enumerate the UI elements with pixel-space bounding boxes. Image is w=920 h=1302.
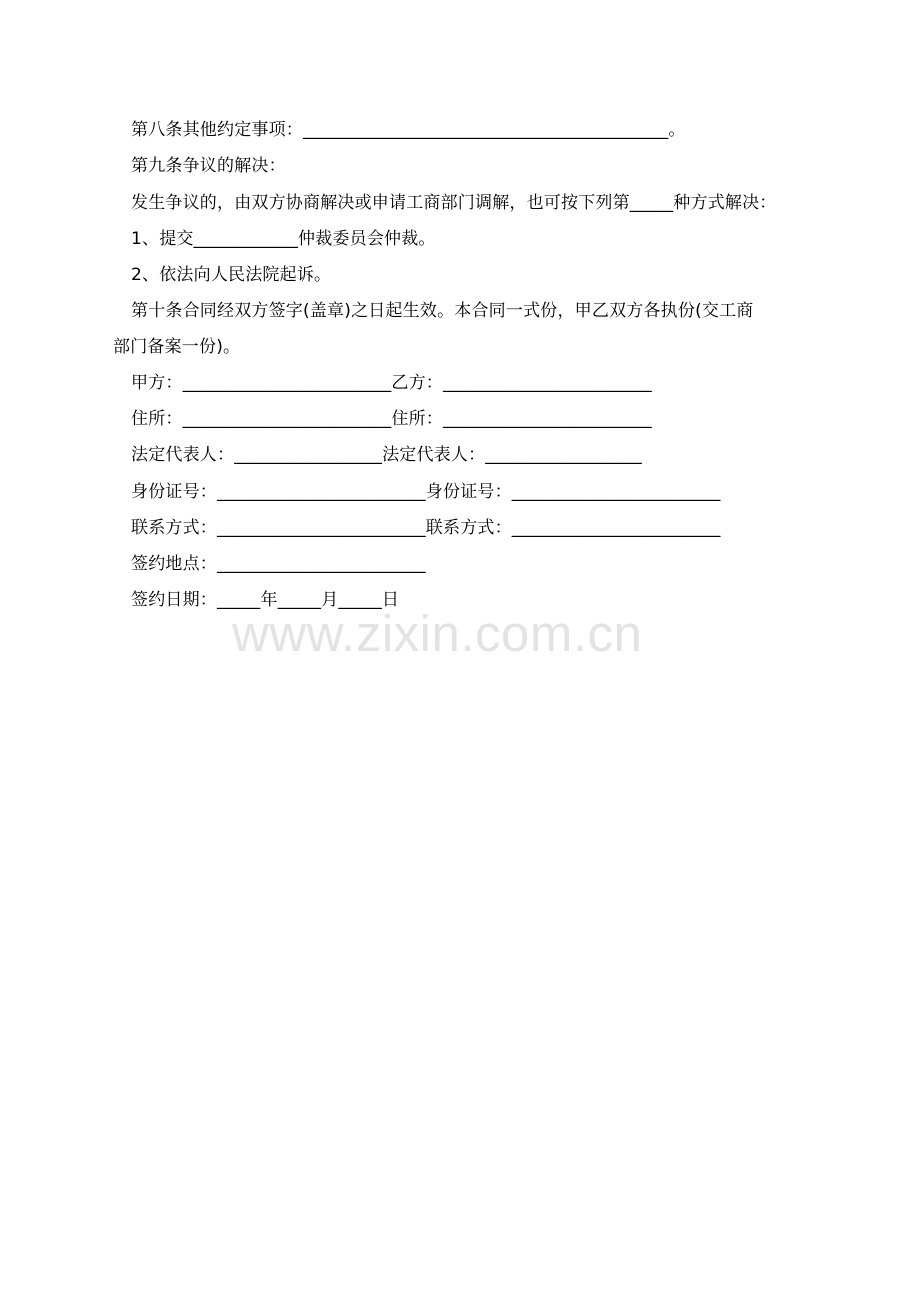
litigation-option: 2、依法向人民法院起诉。: [131, 265, 332, 285]
article-8-other-terms: 第八条其他约定事项：__________________________________________。: [131, 120, 686, 140]
id-number-line: 身份证号：________________________身份证号：________________________: [131, 482, 721, 502]
party-names-line: 甲方：________________________乙方：________________________: [131, 373, 652, 393]
watermark: www.zixin.com.cn: [232, 605, 643, 662]
arbitration-option: 1、提交____________仲裁委员会仲裁。: [131, 229, 436, 249]
article-10-effectiveness: 第十条合同经双方签字(盖章)之日起生效。本合同一式份，甲乙双方各执份(交工商: [131, 301, 754, 321]
contact-line: 联系方式：________________________联系方式：________________________: [131, 518, 721, 538]
dispute-resolution-text: 发生争议的，由双方协商解决或申请工商部门调解，也可按下列第_____种方式解决：: [131, 193, 777, 213]
signing-place-line: 签约地点：________________________: [131, 554, 426, 574]
article-9-heading: 第九条争议的解决：: [131, 156, 286, 176]
signing-date-line: 签约日期：_____年_____月_____日: [131, 590, 400, 610]
party-address-line: 住所：________________________住所：________________________: [131, 409, 652, 429]
legal-representative-line: 法定代表人：_________________法定代表人：__________________: [131, 445, 642, 465]
article-10-continuation: 部门备案一份)。: [113, 337, 241, 357]
